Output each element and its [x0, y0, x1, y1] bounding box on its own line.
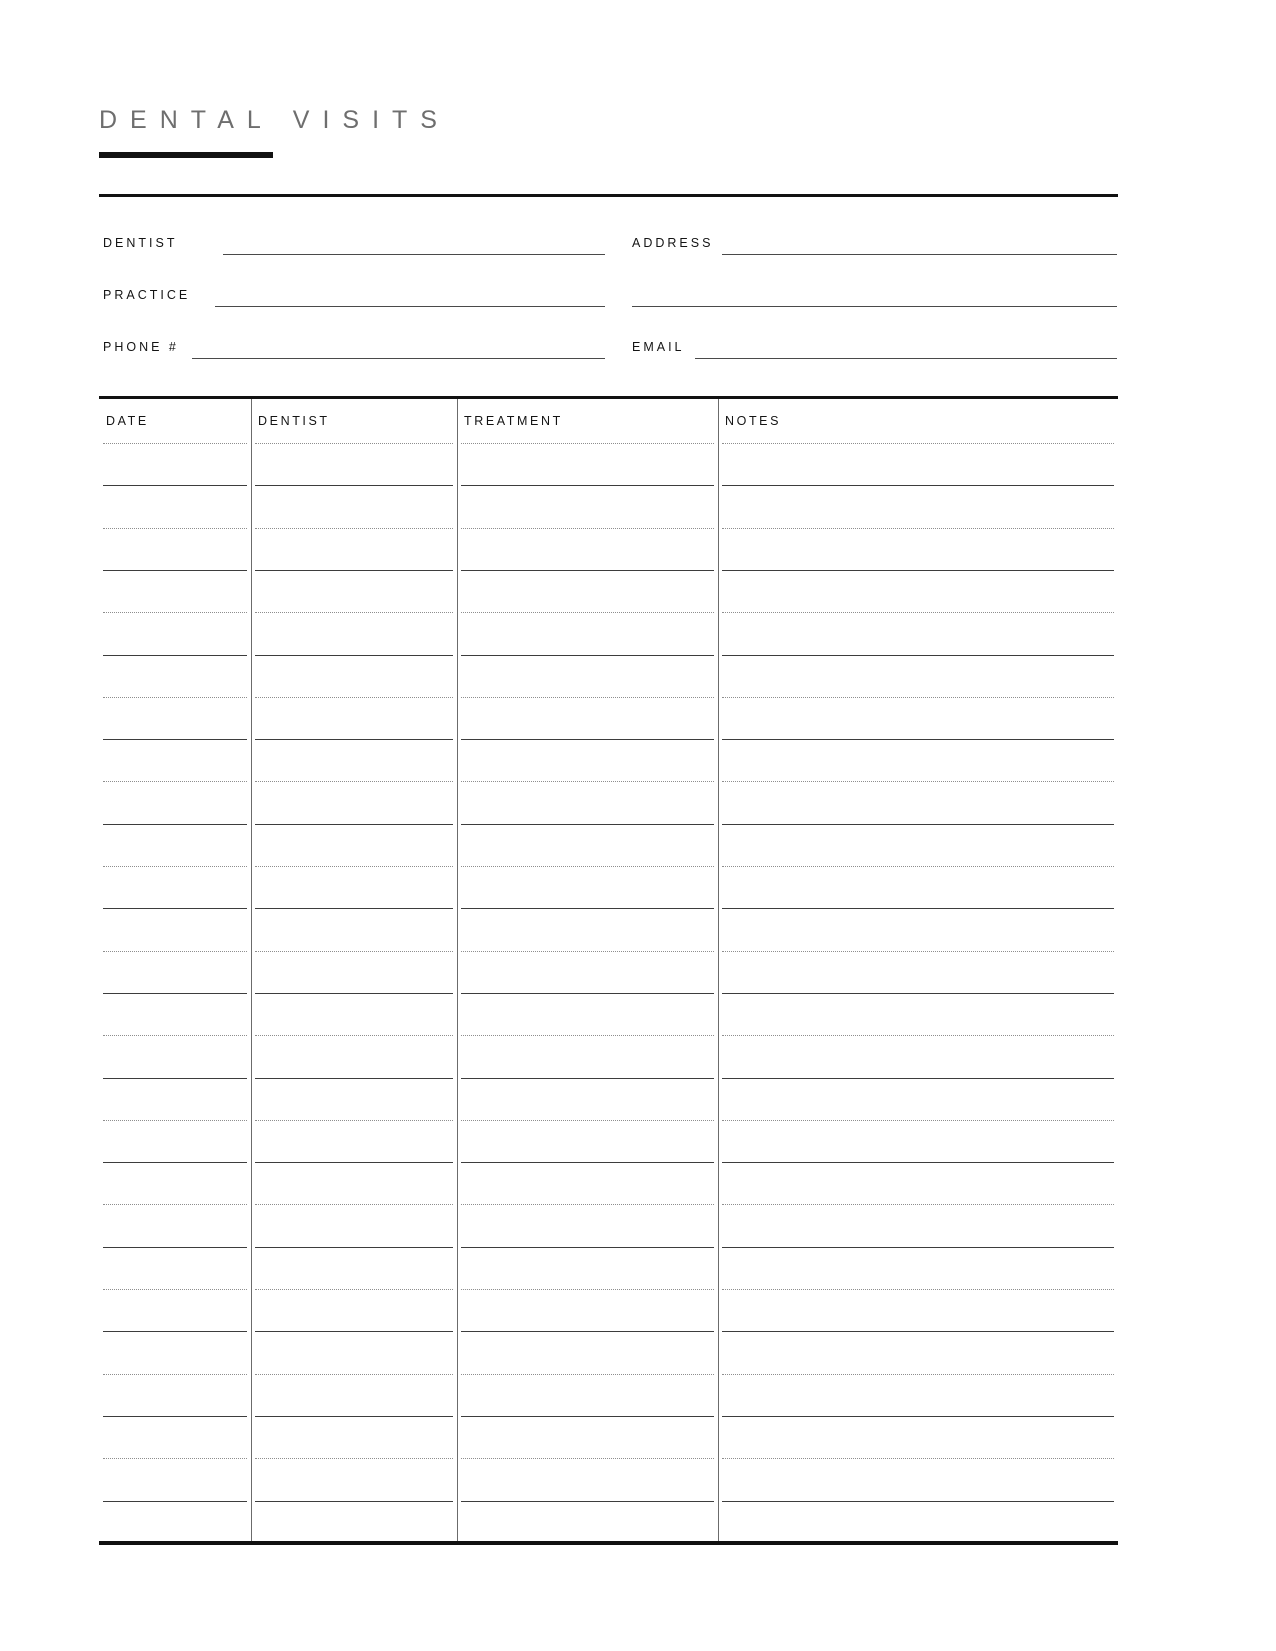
entry-line-r21-c2[interactable] [255, 1289, 453, 1290]
entry-line-r7-c3[interactable] [461, 697, 714, 698]
entry-line-r22-c1[interactable] [103, 1331, 247, 1332]
entry-line-r12-c4[interactable] [722, 908, 1114, 909]
info-input-line-right-3[interactable] [695, 358, 1117, 359]
info-label-email: EMAIL [632, 340, 685, 354]
entry-line-r16-c3[interactable] [461, 1078, 714, 1079]
entry-line-r26-c2[interactable] [255, 1501, 453, 1502]
info-label-phone: PHONE # [103, 340, 179, 354]
entry-line-r21-c4[interactable] [722, 1289, 1114, 1290]
entry-line-r3-c2[interactable] [255, 528, 453, 529]
entry-line-r22-c3[interactable] [461, 1331, 714, 1332]
entry-line-r26-c4[interactable] [722, 1501, 1114, 1502]
entry-line-r2-c1[interactable] [103, 485, 247, 486]
entry-line-r12-c3[interactable] [461, 908, 714, 909]
entry-line-r11-c2[interactable] [255, 866, 453, 867]
entry-line-r11-c3[interactable] [461, 866, 714, 867]
entry-line-r16-c1[interactable] [103, 1078, 247, 1079]
column-divider-1 [251, 399, 252, 1542]
page-title: DENTAL VISITS [99, 106, 450, 134]
entry-line-r20-c2[interactable] [255, 1247, 453, 1248]
entry-line-r20-c4[interactable] [722, 1247, 1114, 1248]
title-underline-bar [99, 152, 273, 158]
entry-line-r11-c1[interactable] [103, 866, 247, 867]
info-input-line-left-2[interactable] [215, 306, 605, 307]
entry-line-r18-c2[interactable] [255, 1162, 453, 1163]
entry-line-r25-c4[interactable] [722, 1458, 1114, 1459]
entry-line-r21-c1[interactable] [103, 1289, 247, 1290]
column-header-dentist: DENTIST [258, 414, 330, 428]
column-divider-2 [457, 399, 458, 1542]
info-input-line-right-1[interactable] [722, 254, 1117, 255]
entry-line-r18-c3[interactable] [461, 1162, 714, 1163]
entry-line-r8-c3[interactable] [461, 739, 714, 740]
entry-line-r2-c4[interactable] [722, 485, 1114, 486]
entry-line-r4-c2[interactable] [255, 570, 453, 571]
entry-line-r24-c2[interactable] [255, 1416, 453, 1417]
entry-line-r18-c4[interactable] [722, 1162, 1114, 1163]
column-header-treatment: TREATMENT [464, 414, 563, 428]
entry-line-r8-c2[interactable] [255, 739, 453, 740]
entry-line-r19-c4[interactable] [722, 1204, 1114, 1205]
entry-line-r16-c4[interactable] [722, 1078, 1114, 1079]
entry-line-r4-c1[interactable] [103, 570, 247, 571]
entry-line-r15-c2[interactable] [255, 1035, 453, 1036]
entry-line-r21-c3[interactable] [461, 1289, 714, 1290]
entry-line-r2-c3[interactable] [461, 485, 714, 486]
entry-line-r17-c1[interactable] [103, 1120, 247, 1121]
entry-line-r14-c3[interactable] [461, 993, 714, 994]
column-header-date: DATE [106, 414, 149, 428]
entry-line-r19-c2[interactable] [255, 1204, 453, 1205]
entry-line-r7-c4[interactable] [722, 697, 1114, 698]
entry-line-r15-c4[interactable] [722, 1035, 1114, 1036]
entry-line-r12-c2[interactable] [255, 908, 453, 909]
entry-line-r7-c2[interactable] [255, 697, 453, 698]
entry-line-r13-c3[interactable] [461, 951, 714, 952]
info-label-address: ADDRESS [632, 236, 714, 250]
entry-line-r24-c3[interactable] [461, 1416, 714, 1417]
entry-line-r1-c3[interactable] [461, 443, 714, 444]
entry-line-r14-c2[interactable] [255, 993, 453, 994]
entry-line-r4-c4[interactable] [722, 570, 1114, 571]
column-divider-3 [718, 399, 719, 1542]
entry-line-r5-c2[interactable] [255, 612, 453, 613]
entry-line-r3-c4[interactable] [722, 528, 1114, 529]
entry-line-r1-c4[interactable] [722, 443, 1114, 444]
entry-line-r24-c4[interactable] [722, 1416, 1114, 1417]
entry-line-r17-c4[interactable] [722, 1120, 1114, 1121]
entry-line-r2-c2[interactable] [255, 485, 453, 486]
column-header-notes: NOTES [725, 414, 782, 428]
entry-line-r17-c2[interactable] [255, 1120, 453, 1121]
entry-line-r8-c4[interactable] [722, 739, 1114, 740]
entry-line-r17-c3[interactable] [461, 1120, 714, 1121]
entry-line-r12-c1[interactable] [103, 908, 247, 909]
header-divider-rule [99, 194, 1118, 197]
entry-line-r25-c1[interactable] [103, 1458, 247, 1459]
entry-line-r19-c3[interactable] [461, 1204, 714, 1205]
info-input-line-left-1[interactable] [223, 254, 605, 255]
entry-line-r5-c4[interactable] [722, 612, 1114, 613]
entry-line-r13-c1[interactable] [103, 951, 247, 952]
info-label-dentist: DENTIST [103, 236, 178, 250]
entry-line-r24-c1[interactable] [103, 1416, 247, 1417]
entry-line-r25-c3[interactable] [461, 1458, 714, 1459]
entry-line-r14-c4[interactable] [722, 993, 1114, 994]
entry-line-r15-c1[interactable] [103, 1035, 247, 1036]
entry-line-r10-c4[interactable] [722, 824, 1114, 825]
entry-line-r25-c2[interactable] [255, 1458, 453, 1459]
entry-line-r10-c3[interactable] [461, 824, 714, 825]
entry-line-r13-c2[interactable] [255, 951, 453, 952]
entry-line-r6-c3[interactable] [461, 655, 714, 656]
info-label-practice: PRACTICE [103, 288, 191, 302]
entry-line-r9-c3[interactable] [461, 781, 714, 782]
entry-line-r26-c1[interactable] [103, 1501, 247, 1502]
entry-line-r26-c3[interactable] [461, 1501, 714, 1502]
entry-line-r23-c2[interactable] [255, 1374, 453, 1375]
entry-line-r14-c1[interactable] [103, 993, 247, 994]
info-input-line-left-3[interactable] [192, 358, 605, 359]
entry-line-r10-c2[interactable] [255, 824, 453, 825]
entry-line-r3-c1[interactable] [103, 528, 247, 529]
entry-line-r10-c1[interactable] [103, 824, 247, 825]
entry-line-r5-c3[interactable] [461, 612, 714, 613]
entry-line-r20-c1[interactable] [103, 1247, 247, 1248]
entry-line-r6-c2[interactable] [255, 655, 453, 656]
entry-line-r5-c1[interactable] [103, 612, 247, 613]
entry-line-r15-c3[interactable] [461, 1035, 714, 1036]
entry-line-r18-c1[interactable] [103, 1162, 247, 1163]
entry-line-r1-c1[interactable] [103, 443, 247, 444]
entry-line-r3-c3[interactable] [461, 528, 714, 529]
entry-line-r20-c3[interactable] [461, 1247, 714, 1248]
entry-line-r23-c4[interactable] [722, 1374, 1114, 1375]
entry-line-r11-c4[interactable] [722, 866, 1114, 867]
entry-line-r23-c3[interactable] [461, 1374, 714, 1375]
entry-line-r22-c2[interactable] [255, 1331, 453, 1332]
entry-line-r19-c1[interactable] [103, 1204, 247, 1205]
entry-line-r9-c4[interactable] [722, 781, 1114, 782]
entry-line-r16-c2[interactable] [255, 1078, 453, 1079]
entry-line-r9-c2[interactable] [255, 781, 453, 782]
entry-line-r22-c4[interactable] [722, 1331, 1114, 1332]
entry-line-r23-c1[interactable] [103, 1374, 247, 1375]
entry-line-r6-c1[interactable] [103, 655, 247, 656]
entry-line-r8-c1[interactable] [103, 739, 247, 740]
entry-line-r13-c4[interactable] [722, 951, 1114, 952]
info-input-line-right-2[interactable] [632, 306, 1117, 307]
entry-line-r6-c4[interactable] [722, 655, 1114, 656]
entry-line-r4-c3[interactable] [461, 570, 714, 571]
table-bottom-border [99, 1541, 1118, 1545]
entry-line-r7-c1[interactable] [103, 697, 247, 698]
entry-line-r1-c2[interactable] [255, 443, 453, 444]
entry-line-r9-c1[interactable] [103, 781, 247, 782]
